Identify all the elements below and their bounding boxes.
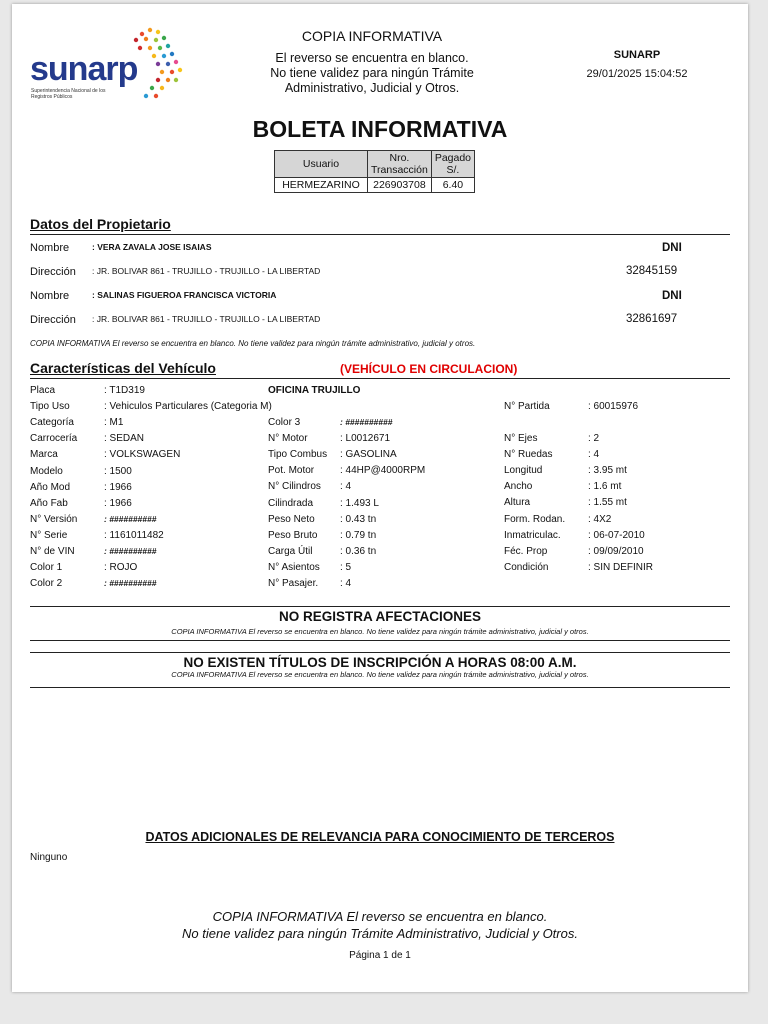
vehicle-col1-value: : ########## [104, 578, 157, 589]
titulos-bottom-rule [30, 687, 730, 688]
vehicle-col2-label: Pot. Motor [268, 465, 315, 477]
copy-title: COPIA INFORMATIVA [301, 28, 443, 44]
vehicle-col1-label: N° de VIN [30, 546, 75, 557]
header-transaction: Nro. Transacción [368, 151, 432, 178]
owner-2-address-label: Dirección [30, 314, 76, 326]
vehicle-col2-value: : 0.79 tn [340, 529, 377, 541]
copy-line-1: El reverso se encuentra en blanco. [275, 51, 469, 65]
vehicle-col1-value: : T1D319 [104, 385, 145, 396]
vehicle-col3-value: : 4X2 [588, 513, 612, 525]
vehicle-col2-value: : 4 [340, 578, 352, 589]
transaction-table [274, 150, 475, 193]
document-page [12, 4, 748, 992]
owner-1-address: : JR. BOLIVAR 861 - TRUJILLO - TRUJILLO - LA LIBERTAD [92, 266, 321, 276]
vehicle-section-title: Características del Vehículo [30, 360, 216, 376]
afectaciones-bottom-rule [30, 640, 730, 641]
vehicle-col3-value: : 4 [588, 449, 600, 461]
vehicle-col3-label: Inmatriculac. [504, 529, 561, 541]
vehicle-col1-value: : 1966 [104, 497, 132, 509]
vehicle-col2-label: Color 3 [268, 417, 301, 428]
vehicle-col1-value: : Vehiculos Particulares (Categoria M) [104, 401, 272, 413]
header-user: Usuario [275, 151, 368, 178]
afectaciones-note: COPIA INFORMATIVA El reverso se encuentra en blanco. No tiene validez para ningún trámite administrativo, judicial y otros. [171, 627, 589, 636]
vehicle-col1-label: Tipo Uso [30, 401, 70, 413]
afectaciones-title: NO REGISTRA AFECTACIONES [278, 609, 481, 624]
footer-line-1: COPIA INFORMATIVA El reverso se encuentra en blanco. [212, 909, 548, 924]
logo-subtitle: Superintendencia Nacional de los Registros Públicos [31, 88, 106, 100]
owner-1-dni-label: DNI [662, 242, 682, 254]
vehicle-col1-value: : M1 [104, 417, 124, 429]
vehicle-col1-label: Modelo [30, 465, 63, 477]
relevancia-title: DATOS ADICIONALES DE RELEVANCIA PARA CONOCIMIENTO DE TERCEROS [145, 830, 615, 844]
vehicle-col1-value: : 1500 [104, 465, 132, 477]
vehicle-col3-label: Form. Rodan. [504, 513, 566, 525]
vehicle-col2-value: : 44HP@4000RPM [340, 465, 426, 477]
vehicle-col1-value: : 1966 [104, 481, 132, 493]
vehicle-col1-label: Categoría [30, 417, 74, 429]
vehicle-col3-label: N° Ejes [504, 433, 538, 444]
vehicle-col2-label: N° Cilindros [268, 481, 321, 493]
vehicle-col2-value: : 4 [340, 481, 352, 493]
vehicle-col2-value: : 1.493 L [340, 497, 379, 509]
owners-section-title: Datos del Propietario [30, 216, 171, 232]
vehicle-col1-value: : 1161011482 [104, 529, 164, 541]
titulos-top-rule [30, 652, 730, 653]
vehicle-col1-label: N° Versión [30, 513, 78, 525]
owners-divider [30, 234, 730, 235]
owner-1-dni: 32845159 [626, 265, 678, 277]
titulos-note: COPIA INFORMATIVA El reverso se encuentra en blanco. No tiene validez para ningún trámite administrativo, judicial y otros. [171, 670, 589, 679]
vehicle-col2-value: : 0.36 tn [340, 545, 377, 557]
cell-user: HERMEZARINO [275, 178, 368, 193]
vehicle-col3-label: N° Ruedas [504, 449, 553, 461]
vehicle-col1-label: Placa [30, 385, 56, 396]
vehicle-col1-label: Año Mod [30, 481, 71, 493]
owner-2-dni: 32861697 [626, 313, 678, 325]
office-name: OFICINA TRUJILLO [268, 385, 361, 396]
titulos-title: NO EXISTEN TÍTULOS DE INSCRIPCIÓN A HORAS 08:00 A.M. [183, 655, 577, 670]
vehicle-col2-label: Tipo Combus [268, 449, 328, 461]
vehicle-col2-value: : 0.43 tn [340, 513, 377, 525]
vehicle-col1-value: : SEDAN [104, 433, 145, 445]
relevancia-value: Ninguno [30, 852, 68, 863]
cell-paid: 6.40 [431, 178, 474, 193]
vehicle-col1-label: Año Fab [30, 497, 68, 509]
vehicle-col2-label: Cilindrada [268, 497, 314, 509]
header-paid: Pagado S/. [431, 151, 474, 178]
vehicle-col2-label: N° Asientos [268, 561, 320, 573]
vehicle-col3-value: : 1.6 mt [588, 481, 622, 493]
owners-note: COPIA INFORMATIVA El reverso se encuentra en blanco. No tiene validez para ningún trámite administrativo, judicial y otros. [30, 339, 476, 348]
vehicle-col2-label: N° Pasajer. [268, 578, 319, 589]
vehicle-col3-label: Féc. Prop [504, 545, 548, 557]
vehicle-col2-value: : ########## [340, 417, 393, 427]
print-datetime: 29/01/2025 15:04:52 [586, 68, 688, 80]
owner-1-name: : VERA ZAVALA JOSE ISAIAS [92, 242, 212, 252]
vehicle-col1-value: : VOLKSWAGEN [104, 449, 181, 461]
vehicle-col1-value: : ########## [104, 546, 157, 556]
vehicle-col3-value: : 06-07-2010 [588, 529, 645, 541]
vehicle-col3-value: : 3.95 mt [588, 465, 627, 477]
vehicle-status: (VEHÍCULO EN CIRCULACION) [340, 362, 518, 376]
vehicle-col3-label: N° Partida [504, 401, 550, 412]
vehicle-col3-value: : SIN DEFINIR [588, 561, 654, 573]
vehicle-col3-label: Condición [504, 561, 549, 573]
vehicle-col1-value: : ROJO [104, 562, 138, 574]
vehicle-col1-label: Carrocería [30, 433, 78, 445]
vehicle-col2-label: N° Motor [268, 433, 308, 445]
copy-line-3: Administrativo, Judicial y Otros. [284, 81, 460, 95]
vehicle-col2-label: Peso Neto [268, 513, 315, 525]
owner-1-name-label: Nombre [30, 242, 70, 254]
vehicle-col1-value: : ########## [104, 513, 157, 524]
vehicle-col3-label: Longitud [504, 465, 543, 477]
footer-line-2: No tiene validez para ningún Trámite Administrativo, Judicial y Otros. [182, 926, 578, 941]
owner-2-dni-label: DNI [662, 290, 682, 302]
vehicle-col1-label: N° Serie [30, 529, 68, 541]
owner-2-address: : JR. BOLIVAR 861 - TRUJILLO - TRUJILLO - LA LIBERTAD [92, 314, 321, 324]
owner-1-address-label: Dirección [30, 266, 76, 278]
vehicle-col2-value: : 5 [340, 561, 352, 573]
vehicle-col3-value: : 1.55 mt [588, 497, 627, 509]
page-title: BOLETA INFORMATIVA [252, 116, 508, 142]
owner-2-name: : SALINAS FIGUEROA FRANCISCA VICTORIA [92, 290, 277, 300]
copy-line-2: No tiene validez para ningún Trámite [270, 66, 474, 80]
cell-transaction: 226903708 [368, 178, 432, 193]
vehicle-col3-label: Altura [504, 497, 531, 509]
vehicle-col3-value: : 60015976 [588, 401, 639, 412]
owner-2-name-label: Nombre [30, 290, 70, 302]
vehicle-col3-value: : 2 [588, 433, 600, 444]
vehicle-col3-label: Ancho [504, 481, 533, 493]
vehicle-col2-value: : L0012671 [340, 433, 391, 445]
logo-wordmark: sunarp [30, 50, 138, 88]
afectaciones-top-rule [30, 606, 730, 607]
vehicle-col1-label: Color 2 [30, 578, 63, 590]
vehicle-col1-label: Marca [30, 449, 58, 461]
page-number: Página 1 de 1 [349, 950, 411, 961]
vehicle-col3-value: : 09/09/2010 [588, 545, 644, 557]
vehicle-col2-label: Peso Bruto [268, 529, 318, 541]
org-name: SUNARP [613, 49, 661, 61]
vehicle-col2-label: Carga Útil [268, 545, 313, 557]
vehicle-col2-value: : GASOLINA [340, 449, 397, 461]
vehicle-divider [30, 378, 730, 379]
vehicle-col1-label: Color 1 [30, 562, 63, 574]
